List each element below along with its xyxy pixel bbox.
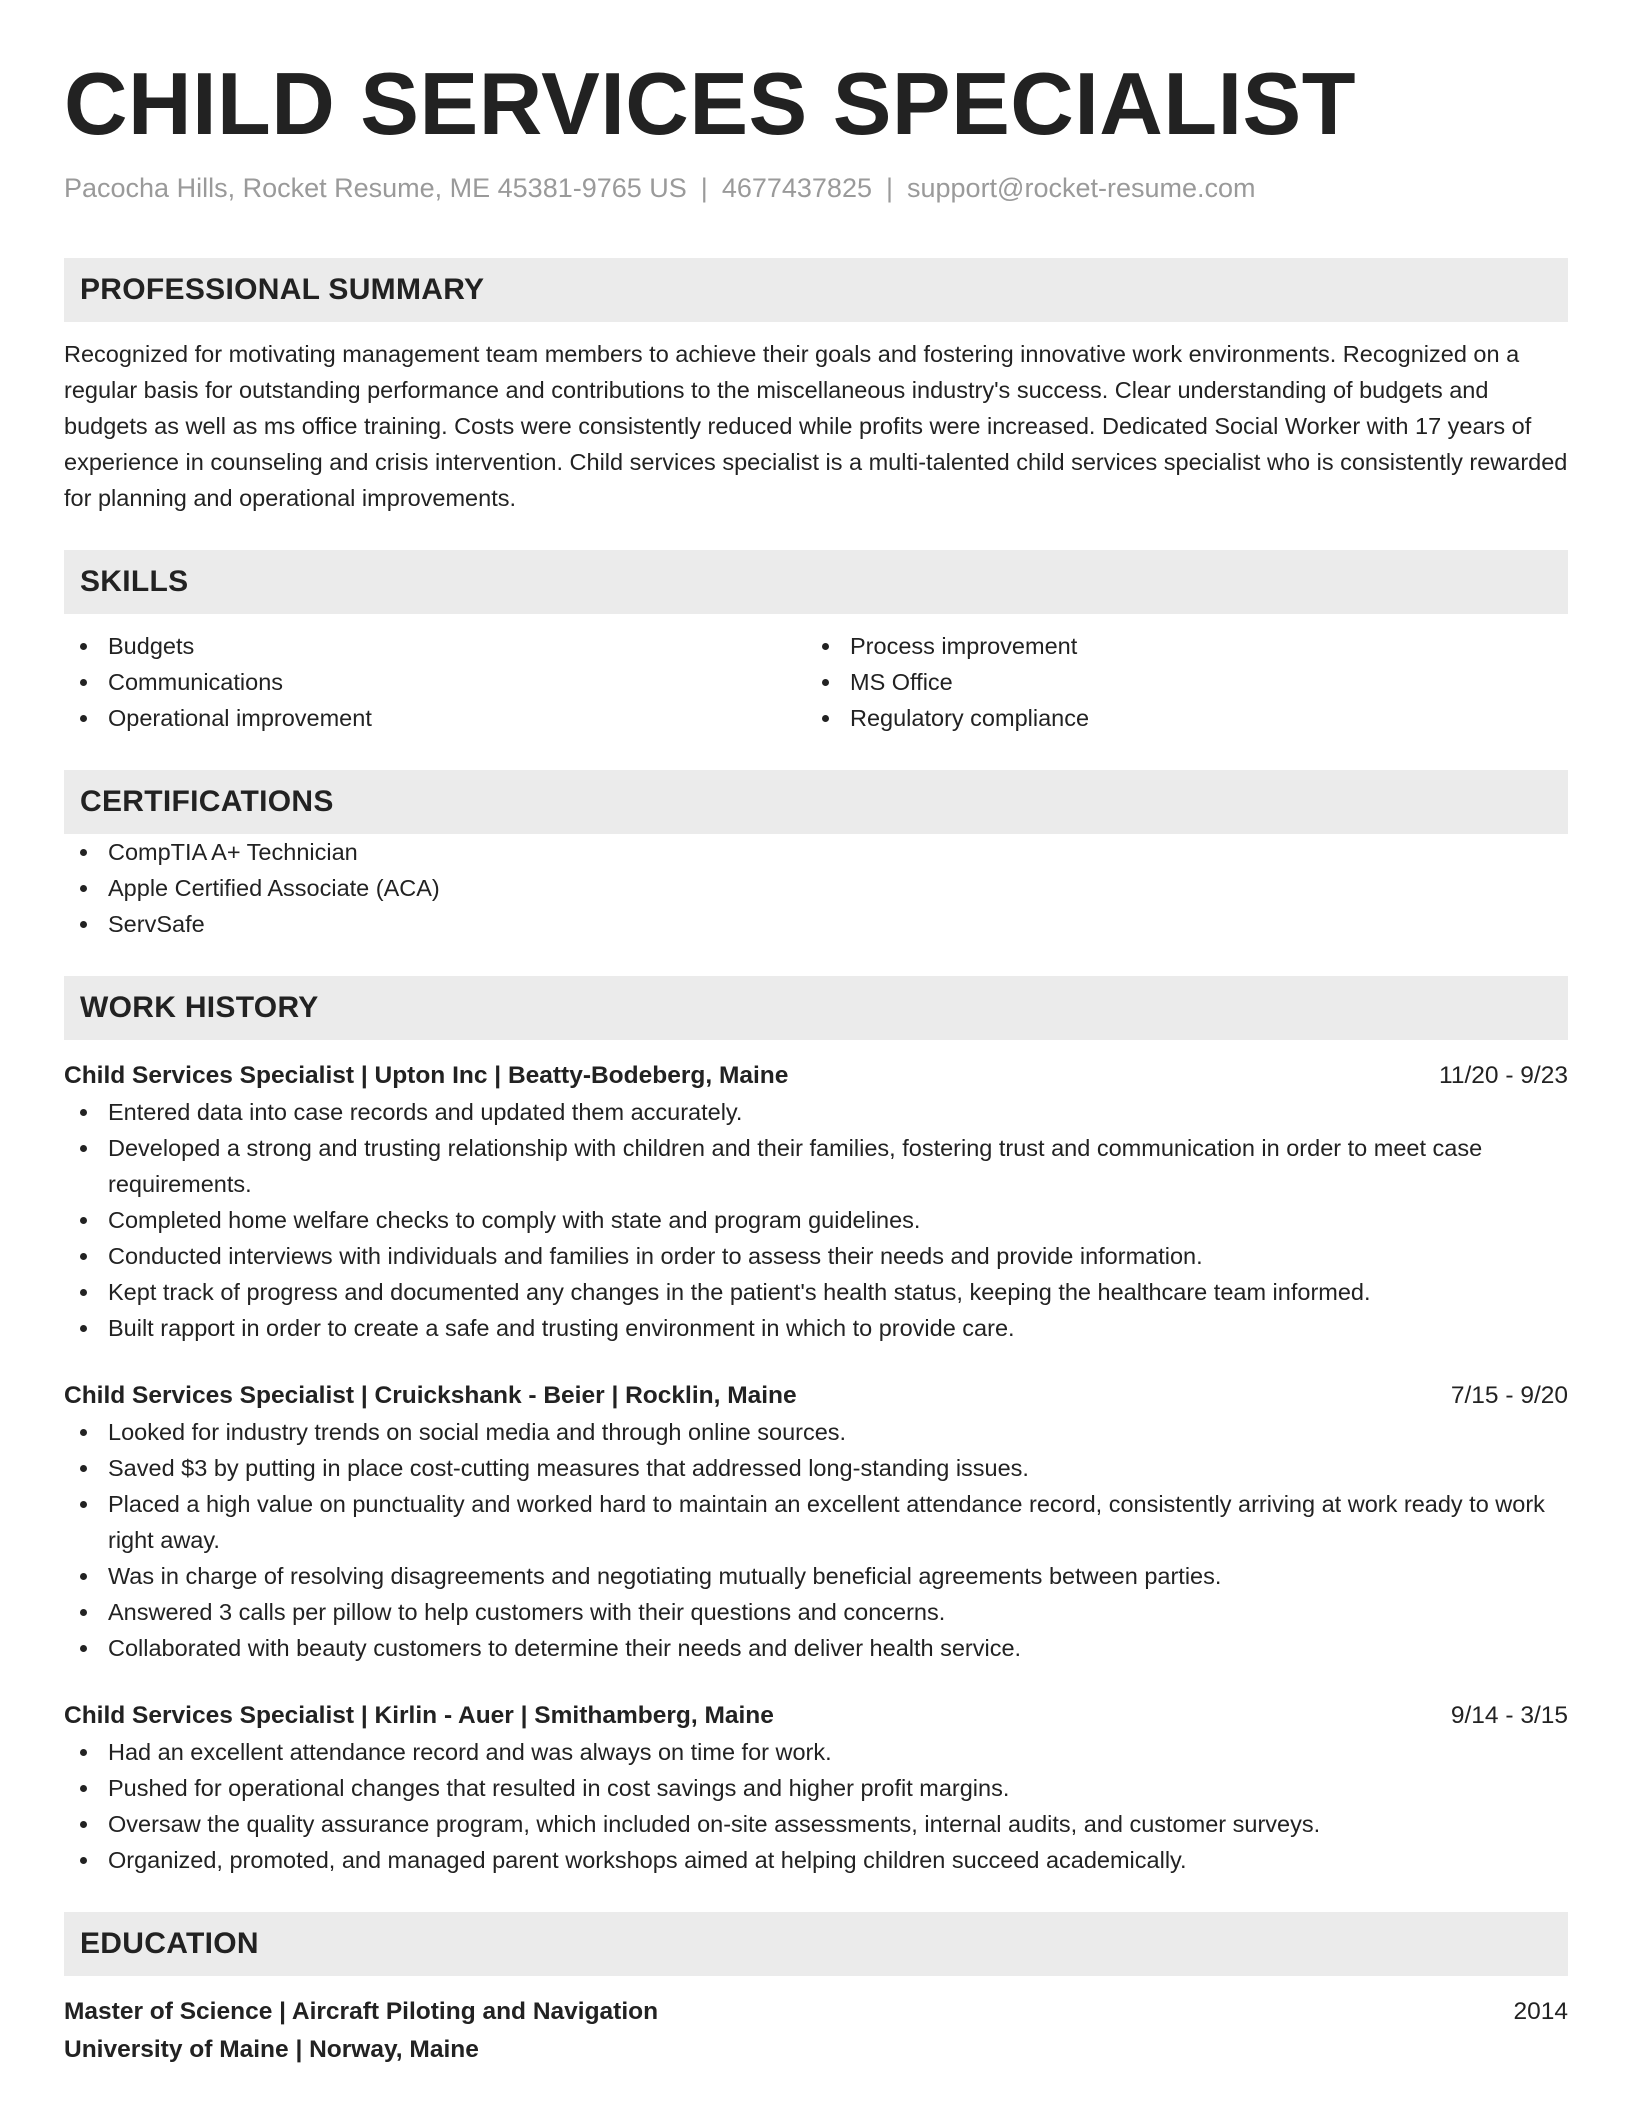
bullet-icon bbox=[80, 643, 87, 650]
resume-name: CHILD SERVICES SPECIALIST bbox=[64, 54, 1356, 153]
job-bullet: Conducted interviews with individuals and families in order to assess their needs and provide information. bbox=[64, 1238, 1568, 1274]
job-bullet: Looked for industry trends on social media and through online sources. bbox=[64, 1414, 1568, 1450]
job-title: Child Services Specialist | Kirlin - Auer | Smithamberg, Maine bbox=[64, 1702, 774, 1729]
education-school: University of Maine | Norway, Maine bbox=[64, 2036, 479, 2063]
education-header bbox=[64, 1994, 1568, 2030]
education-year: 2014 bbox=[1513, 1998, 1568, 2025]
education-degree: Master of Science | Aircraft Piloting and Navigation bbox=[64, 1998, 659, 2025]
certifications-heading: CERTIFICATIONS bbox=[64, 770, 1568, 834]
job-bullet: Placed a high value on punctuality and worked hard to maintain an excellent attendance record, consistently arriving at work ready to work right away. bbox=[64, 1486, 1568, 1558]
skill-item: Regulatory compliance bbox=[806, 700, 1548, 736]
bullet-icon bbox=[80, 885, 87, 892]
work-history-heading: WORK HISTORY bbox=[64, 976, 1568, 1040]
job-bullet: Answered 3 calls per pillow to help customers with their questions and concerns. bbox=[64, 1594, 1568, 1630]
bullet-icon bbox=[80, 1325, 87, 1332]
job-bullet: Was in charge of resolving disagreements and negotiating mutually beneficial agreements between parties. bbox=[64, 1558, 1568, 1594]
skill-item: Process improvement bbox=[806, 628, 1548, 664]
contact-phone: 4677437825 bbox=[721, 173, 872, 203]
certification-item: Apple Certified Associate (ACA) bbox=[64, 870, 1568, 906]
job-bullets bbox=[64, 1094, 1568, 1346]
job-entry bbox=[64, 1378, 1568, 1666]
bullet-icon bbox=[80, 1573, 87, 1580]
contact-email: support@rocket-resume.com bbox=[907, 173, 1256, 203]
bullet-icon bbox=[80, 1253, 87, 1260]
skills-list-right bbox=[806, 628, 1548, 736]
bullet-icon bbox=[80, 1645, 87, 1652]
bullet-icon bbox=[80, 1109, 87, 1116]
skill-item: MS Office bbox=[806, 664, 1548, 700]
job-header bbox=[64, 1058, 1568, 1094]
skills-grid bbox=[64, 628, 1568, 736]
bullet-icon bbox=[80, 1857, 87, 1864]
skill-item: Communications bbox=[64, 664, 806, 700]
job-bullets bbox=[64, 1734, 1568, 1878]
skill-item: Operational improvement bbox=[64, 700, 806, 736]
bullet-icon bbox=[822, 643, 829, 650]
bullet-icon bbox=[80, 1217, 87, 1224]
bullet-icon bbox=[822, 715, 829, 722]
bullet-icon bbox=[80, 849, 87, 856]
bullet-icon bbox=[80, 1821, 87, 1828]
job-dates: 9/14 - 3/15 bbox=[1450, 1702, 1568, 1729]
job-bullet: Oversaw the quality assurance program, which included on-site assessments, internal audits, and customer surveys. bbox=[64, 1806, 1568, 1842]
job-bullets bbox=[64, 1414, 1568, 1666]
bullet-icon bbox=[80, 1429, 87, 1436]
job-bullet: Built rapport in order to create a safe and trusting environment in which to provide care. bbox=[64, 1310, 1568, 1346]
certification-item: CompTIA A+ Technician bbox=[64, 834, 1568, 870]
bullet-icon bbox=[80, 679, 87, 686]
bullet-icon bbox=[80, 1609, 87, 1616]
certification-item: ServSafe bbox=[64, 906, 1568, 942]
bullet-icon bbox=[80, 1501, 87, 1508]
bullet-icon bbox=[80, 715, 87, 722]
bullet-icon bbox=[80, 921, 87, 928]
bullet-icon bbox=[822, 679, 829, 686]
job-dates: 7/15 - 9/20 bbox=[1450, 1382, 1568, 1409]
job-title: Child Services Specialist | Upton Inc | Beatty-Bodeberg, Maine bbox=[64, 1062, 789, 1089]
job-bullet: Developed a strong and trusting relationship with children and their families, fostering trust and communication in order to meet case requirements. bbox=[64, 1130, 1568, 1202]
skills-list-left bbox=[64, 628, 806, 736]
skills-heading: SKILLS bbox=[64, 550, 1568, 614]
job-bullet: Kept track of progress and documented any changes in the patient's health status, keeping the healthcare team informed. bbox=[64, 1274, 1568, 1310]
bullet-icon bbox=[80, 1465, 87, 1472]
contact-separator: | bbox=[885, 173, 893, 203]
job-bullet: Saved $3 by putting in place cost-cutting measures that addressed long-standing issues. bbox=[64, 1450, 1568, 1486]
summary-heading: PROFESSIONAL SUMMARY bbox=[64, 258, 1568, 322]
job-bullet: Had an excellent attendance record and was always on time for work. bbox=[64, 1734, 1568, 1770]
job-bullet: Organized, promoted, and managed parent workshops aimed at helping children succeed academically. bbox=[64, 1842, 1568, 1878]
job-bullet: Collaborated with beauty customers to determine their needs and deliver health service. bbox=[64, 1630, 1568, 1666]
job-bullet: Completed home welfare checks to comply with state and program guidelines. bbox=[64, 1202, 1568, 1238]
contact-separator: | bbox=[700, 173, 708, 203]
job-title: Child Services Specialist | Cruickshank - Beier | Rocklin, Maine bbox=[64, 1382, 797, 1409]
bullet-icon bbox=[80, 1749, 87, 1756]
skill-item: Budgets bbox=[64, 628, 806, 664]
summary-text: Recognized for motivating management team members to achieve their goals and fostering innovative work environments. Recognized on a regular basis for outstanding performance and contributions to the miscellaneous industry's success. Clear understanding of budgets and budgets as well as ms office training. Costs were consistently reduced while profits were increased. Dedicated Social Worker with 17 years of experience in counseling and crisis intervention. Child services specialist is a multi-talented child services specialist who is consistently rewarded for planning and operational improvements. bbox=[64, 341, 1568, 511]
skills-column-left bbox=[64, 628, 806, 736]
job-bullet: Pushed for operational changes that resulted in cost savings and higher profit margins. bbox=[64, 1770, 1568, 1806]
education-heading: EDUCATION bbox=[64, 1912, 1568, 1976]
job-header bbox=[64, 1378, 1568, 1414]
contact-address: Pacocha Hills, Rocket Resume, ME 45381-9765 US bbox=[64, 173, 687, 203]
certifications-list bbox=[64, 834, 1568, 942]
contact-line bbox=[64, 170, 1568, 206]
skills-column-right bbox=[806, 628, 1548, 736]
bullet-icon bbox=[80, 1289, 87, 1296]
bullet-icon bbox=[80, 1785, 87, 1792]
job-entry bbox=[64, 1058, 1568, 1346]
education-entry bbox=[64, 1994, 1568, 2068]
job-header bbox=[64, 1698, 1568, 1734]
job-dates: 11/20 - 9/23 bbox=[1439, 1062, 1568, 1089]
job-entry bbox=[64, 1698, 1568, 1878]
job-bullet: Entered data into case records and updated them accurately. bbox=[64, 1094, 1568, 1130]
bullet-icon bbox=[80, 1145, 87, 1152]
